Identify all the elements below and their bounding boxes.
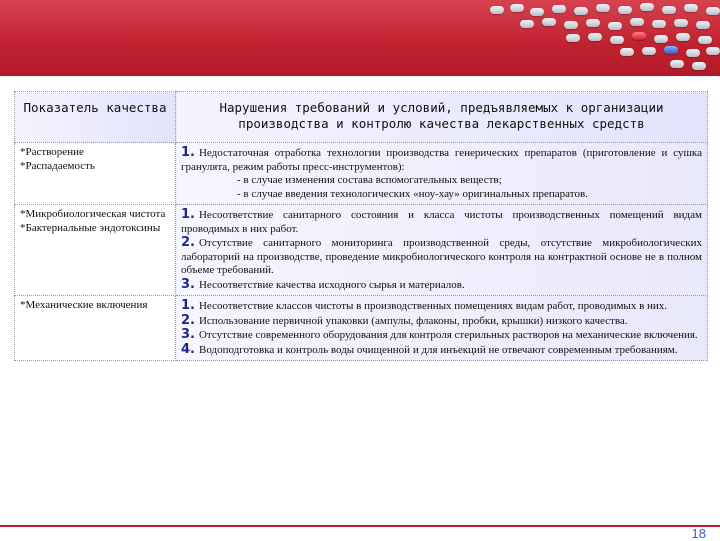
indicator-line: *Бактериальные эндотоксины — [20, 221, 161, 234]
item-text: Несоответствие санитарного состояния и класса чистоты производственных помещений видам проводимых в них работ. — [181, 209, 702, 235]
item-text: Отсутствие современного оборудования для контроля стерильных растворов на механические включения. — [198, 329, 698, 341]
violation-subitem: - в случае изменения состава вспомогательных веществ; — [237, 174, 502, 186]
item-number: 4. — [181, 341, 195, 357]
row-indicator — [15, 205, 176, 296]
row-violations — [176, 296, 708, 361]
violation-item — [181, 146, 702, 174]
table-row — [15, 205, 708, 296]
row-indicator — [15, 143, 176, 205]
item-number: 3. — [181, 327, 195, 342]
row-violations — [176, 143, 708, 205]
item-number: 2. — [181, 235, 195, 250]
violation-item — [181, 236, 702, 278]
row-indicator — [15, 296, 176, 361]
violation-item — [181, 208, 702, 236]
violation-item — [181, 278, 702, 293]
indicator-line: *Растворение — [20, 146, 84, 158]
indicator-line: *Распадаемость — [20, 159, 95, 172]
item-number: 1. — [181, 207, 195, 222]
item-text: Недостаточная отработка технологии производства генерических препаратов (приготовление и сушка гранулята, режим работы пресс-инструментов): — [181, 147, 702, 173]
table-row — [15, 296, 708, 361]
violation-item — [181, 343, 702, 358]
row-violations — [176, 205, 708, 296]
table-header-row — [15, 92, 708, 143]
item-number: 3. — [181, 276, 195, 292]
footer-divider — [0, 525, 720, 527]
violation-item — [181, 328, 702, 343]
indicator-line: *Микробиологическая чистота — [20, 208, 166, 220]
page-number: 18 — [691, 526, 706, 541]
header-violations: Нарушения требований и условий, предъявляемых к организации производства и контролю качества лекарственных средств — [176, 92, 708, 143]
indicator-line: *Механические включения — [20, 299, 148, 311]
table-row — [15, 143, 708, 205]
violation-subitem: - в случае введения технологических «ноу-хау» оригинальных препаратов. — [237, 187, 588, 200]
pills-decoration — [470, 0, 720, 76]
item-text: Использование первичной упаковки (ампулы, флаконы, пробки, крышки) низкого качества. — [198, 314, 628, 327]
item-number: 1. — [181, 145, 195, 160]
violation-item — [181, 314, 702, 329]
item-number: 2. — [181, 312, 195, 328]
quality-table — [14, 91, 708, 361]
item-text: Несоответствие классов чистоты в производственных помещениях видам работ, проводимых в них. — [198, 300, 668, 312]
header-quality-indicator: Показатель качества — [15, 92, 176, 143]
item-text: Отсутствие санитарного мониторинга производственной среды, отсутствие микробиологических лабораторий на производстве, проведение микробиологического контроля на контрактной основе не в полном объеме требований. — [181, 237, 702, 276]
item-number: 1. — [181, 298, 195, 313]
item-text: Водоподготовка и контроль воды очищенной и для инъекций не отвечают современным требованиям. — [198, 343, 678, 356]
violation-item — [181, 299, 702, 314]
item-text: Несоответствие качества исходного сырья и материалов. — [198, 278, 465, 291]
